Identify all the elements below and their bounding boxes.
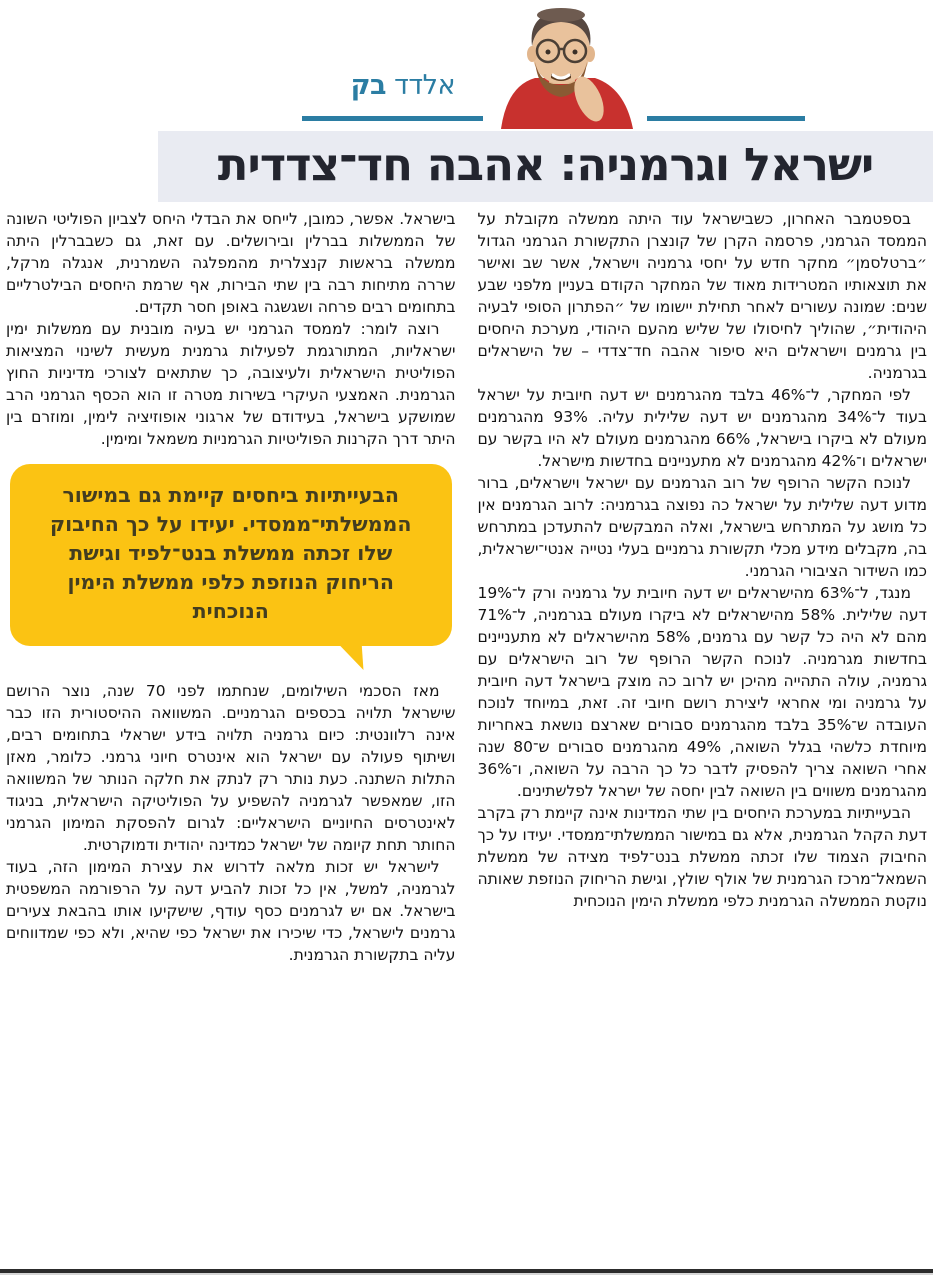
article-paragraph: בספטמבר האחרון, כשבישראל עוד היתה ממשלה מקובלת על הממסד הגרמני, פרסמה הקרן של קונצרן התקשורת הגרמני הגדול ״ברטלסמן״ מחקר חדש על יחסי גרמניה וישראל, אשר שב ואישר את תוצאותיו המטרידות מאוד של המחקר הקודם בעניין מלפני שבע שנים: שמונה עשורים לאחר תחילת יישומו של ״הפתרון הסופי לבעיה היהודית״, שהוליך לחיסולו של שליש מהעם היהודי, מערכת היחסים בין גרמנים וישראלים היא סיפור אהבה חד־צדדי – של הישראלים בגרמניה. bbox=[477, 210, 927, 382]
page-headline: ישראל וגרמניה: אהבה חד־צדדית bbox=[217, 138, 874, 191]
article-paragraph: לנוכח הקשר הרופף של רוב הגרמנים עם ישראל וישראלים, ברור מדוע דעה שלילית על ישראל כה נפוצה בגרמניה: לרוב הגרמנים אין כל מושג על המתרחש בישראל, ואלה המבקשים להתעדכן במתרחש בה, מקבלים מידע מכלי תקשורת גרמניים בעלי נטייה אנטי־ישראלית, כמו השידור הציבורי הגרמני. bbox=[477, 474, 927, 580]
article-paragraph: מאז הסכמי השילומים, שנחתמו לפני 70 שנה, נוצר הרושם שישראל תלויה בכספים הגרמניים. המשוואה ההיסטורית הזו כבר אינה רלוונטית: כיום גרמניה תלויה בידע ישראלי בתחומים רבים, ושיתוף פעולה עם ישראל הוא אינטרס חיוני גרמני. כלומר, מאזן התלות השתנה. כעת נותר רק לנתק את חלקה הנותר של המשוואה הזו, שמאפשר לגרמניה להשפיע על הפוליטיקה הישראלית, בניגוד לאינטרסים החיוניים הישראליים: לגרום להפסקת המימון הגרמני החותר תחת קיומה של ישראל כמדינה יהודית ודמוקרטית. bbox=[6, 681, 456, 854]
column-left bbox=[6, 208, 456, 966]
speech-bubble-tail bbox=[336, 642, 366, 670]
author-portrait-photo bbox=[483, 2, 647, 129]
author-photo bbox=[483, 2, 647, 129]
article-paragraph: לפי המחקר, ל־46% בלבד מהגרמנים יש דעה חיובית על ישראל בעוד ל־34% מהגרמנים יש דעה שלילית עליה. 93% מהגרמנים מעולם לא ביקרו בישראל, 66% מהגרמנים מעולם לא היו בקשר עם ישראלים ו־42% מהגרמנים לא מתעניינים בחדשות מישראל. bbox=[477, 386, 927, 470]
article-paragraph: מנגד, ל־63% מהישראלים יש דעה חיובית על גרמניה ורק ל־19% דעה שלילית. 58% מהישראלים לא ביקרו מעולם בגרמניה, ל־71% מהם לא היה כל קשר עם גרמנים, 58% מהישראלים לא מתעניינים בחדשות מגרמניה. לנוכח הקשר הרופף של רוב הישראלים עם גרמניה, עולה התהייה מהיכן יש לרוב כה מוצק בישראל דעה חיובית על גרמניה ומי אחראי ליצירת רושם חיובי זה. זאת, במיוחד לנוכח העובדה ש־35% בלבד מהגרמנים סבורים שארצם נושאת באחריות מיוחדת כלשהי בגלל השואה, 49% מהגרמנים סבורים ש־80 שנה אחרי השואה צריך להפסיק לדבר כל כך הרבה על השואה, ו־36% מהגרמנים משווים בין השואה לבין יחסה של ישראל לפלשתינים. bbox=[477, 584, 927, 800]
article-paragraph: רוצה לומר: לממסד הגרמני יש בעיה מובנית עם ממשלות ימין ישראליות, המתורגמת לפעילות גרמנית מעשית לשינוי המציאות הפוליטית הישראלית ולעיצובה, כך שתתאים לצורכי מדיניות החוץ הגרמנית. האמצעי העיקרי בשירות מטרה זו הוא הכסף הגרמני הרב שמושקע בישראל, בעידודם של ארגוני אופוזיציה לימין, ומוזרם בין היתר דרך הקרנות הפוליטיות הגרמניות משמאל ומימין. bbox=[6, 320, 456, 448]
byline-last-name: בק bbox=[350, 70, 387, 101]
byline-first-name: אלדד bbox=[394, 70, 455, 101]
article-paragraph: לישראל יש זכות מלאה לדרוש את עצירת המימון הזה, בעוד לגרמניה, למשל, אין כל זכות להביע דעה על הרפורמה המשפטית בישראל. אם יש לגרמנים כסף עודף, שישקיעו אותו בהבאת צעירים גרמנים לישראל, כדי שיכירו את ישראל כפי שהיא, ולא כפי שמדווחים עליה בתקשורת הגרמנית. bbox=[6, 857, 456, 964]
article-paragraph: הבעייתיות במערכת היחסים בין שתי המדינות אינה קיימת רק בקרב דעת הקהל הגרמנית, אלא גם במישור הממשלתי־ממסדי. יעידו על כך החיבוק הצמוד שלו זכתה ממשלת בנט־לפיד מצידה של ממשלת השמאל־מרכז הגרמנית של אולף שולץ, וגישת הריחוק הנוזפת שאותה נוקטת הממשלה הגרמנית כלפי ממשלת הימין הנוכחית bbox=[477, 804, 927, 910]
pull-quote-box bbox=[10, 464, 452, 646]
pull-quote-text: הבעייתיות ביחסים קיימת גם במישור הממשלתי־ממסדי. יעידו על כך החיבוק שלו זכתה ממשלת בנט־לפיד וגישת הריחוק הנוזפת כלפי ממשלת הימין הנוכחית bbox=[10, 464, 452, 646]
byline bbox=[351, 70, 455, 101]
article-header bbox=[0, 0, 933, 205]
headline-band bbox=[158, 131, 933, 202]
page-bottom-rule bbox=[0, 1269, 933, 1275]
article-paragraph: בישראל. אפשר, כמובן, לייחס את הבדלי היחס לצביון הפוליטי השונה של הממשלות בברלין ובירושלים. עם זאת, גם כשבברלין היתה ממשלה בראשות קנצלרית מהמפלגה השמרנית, אנגלה מרקל, שררה מתיחות רבה בין שתי הבירות, אף שרמת היחסים הבילטרליים בתחומים רבים פרחה ושגשגה באופן חסר תקדים. bbox=[6, 210, 456, 316]
article-body bbox=[6, 208, 927, 966]
column-right bbox=[478, 208, 928, 966]
